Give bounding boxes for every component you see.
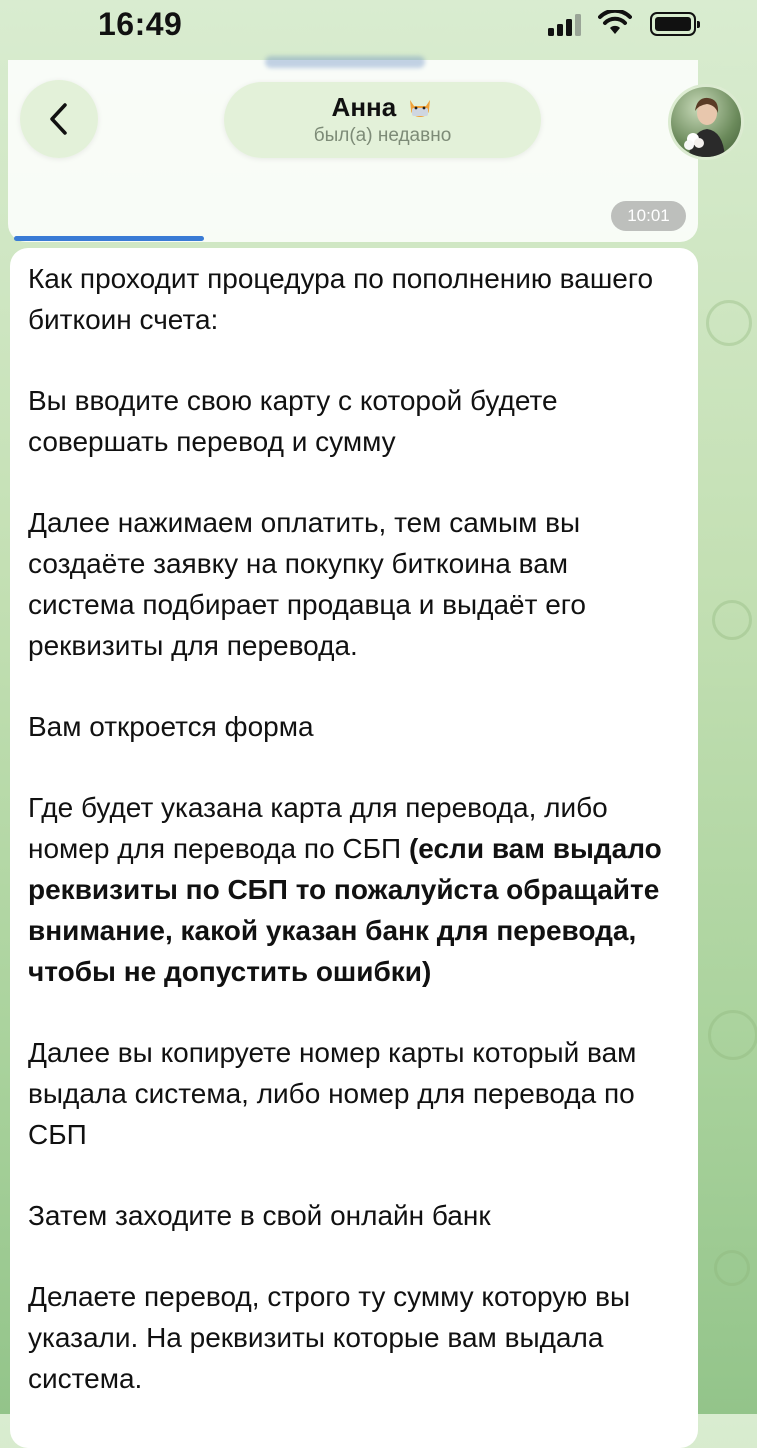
message-text — [28, 787, 680, 992]
back-button[interactable] — [20, 80, 98, 158]
wifi-icon — [598, 10, 632, 36]
blurred-text — [265, 56, 425, 68]
message-bubble — [10, 248, 698, 1448]
avatar[interactable] — [668, 84, 744, 160]
message-text: Делаете перевод, строго ту сумму которую вы указали. На реквизиты которые вам выдала система. — [28, 1281, 631, 1394]
message-time-badge: 10:01 — [611, 201, 686, 231]
chat-title[interactable] — [224, 82, 541, 158]
message-text: Как проходит процедура по пополнению вашего биткоин счета: — [28, 263, 654, 335]
contact-name: Анна — [331, 92, 397, 122]
status-time: 16:49 — [98, 6, 183, 42]
message-text: Далее вы копируете номер карты который вам выдала система, либо номер для перевода по СБП — [28, 1037, 637, 1150]
battery-icon — [650, 12, 696, 36]
message-text: Затем заходите в свой онлайн банк — [28, 1200, 491, 1231]
message-text: Далее нажимаем оплатить, тем самым вы создаёте заявку на покупку биткоина вам система подбирает продавца и выдаёт его реквизиты для перевода. — [28, 507, 586, 661]
message-text-bold: (если вам выдало реквизиты по СБП то пожалуйста обращайте внимание, какой указан банк для перевода, чтобы не допустить ошибки) — [28, 833, 662, 987]
signal-icon — [548, 14, 584, 36]
avatar-photo — [671, 87, 741, 157]
progress-line — [14, 236, 204, 241]
message-text: Вам откроется форма — [28, 711, 314, 742]
back-chevron-icon — [48, 102, 70, 136]
status-bar — [0, 0, 757, 52]
cat-emoji-icon — [407, 96, 433, 118]
wallpaper-doodle — [708, 1010, 757, 1060]
message-text: Вы вводите свою карту с которой будете совершать перевод и сумму — [28, 385, 558, 457]
wallpaper-doodle — [712, 600, 752, 640]
message-text-regular: Где будет указана карта для перевода, либо номер для перевода по СБП — [28, 792, 608, 864]
contact-status: был(а) недавно — [313, 125, 452, 146]
wallpaper-doodle — [714, 1250, 750, 1286]
wallpaper-doodle — [706, 300, 752, 346]
